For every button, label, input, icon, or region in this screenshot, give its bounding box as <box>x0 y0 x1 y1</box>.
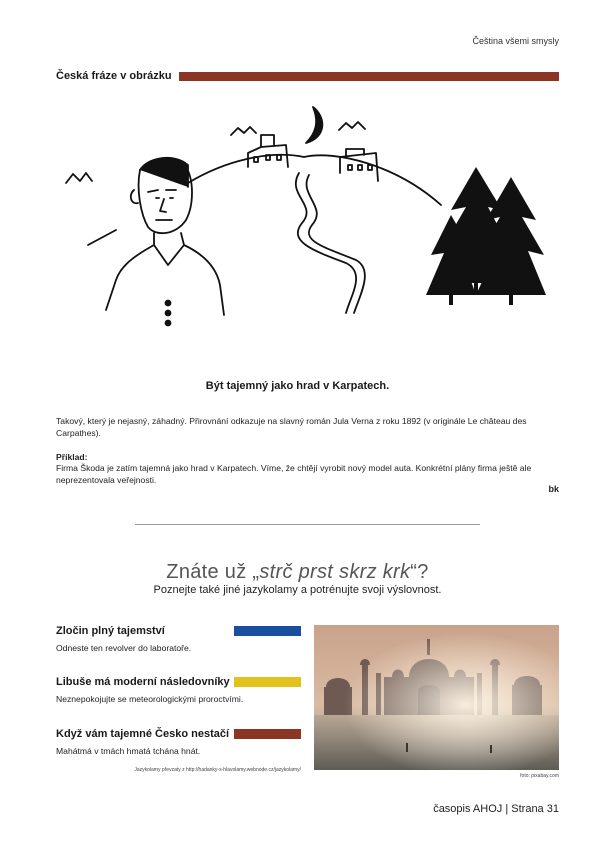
phrase-section-header <box>56 70 559 84</box>
castle-illustration <box>56 95 559 380</box>
phrase-description: Takový, který je nejasný, záhadný. Přirovnání odkazuje na slavný román Jula Verna z roku 1892 (v originále Le château des Carpathes). <box>56 416 527 438</box>
mountain-sketch <box>231 127 256 135</box>
twister-text: Neznepokojujte se meteorologickými proroctvími. <box>56 694 244 704</box>
magazine-name: časopis AHOJ <box>433 803 503 815</box>
twister-bar-yellow <box>234 677 301 687</box>
headline-italic: strč prst skrz krk <box>259 561 411 583</box>
source-note: Jazykolamy převzaty z http://hadanky-s-hlavolamy.webnode.cz/jazykolamy/ <box>134 767 301 773</box>
twister-title: Když vám tajemné Česko nestačí <box>56 728 230 740</box>
man-body <box>106 233 154 310</box>
twister-text: Odneste ten revolver do laboratoře. <box>56 643 192 653</box>
page-footer <box>433 803 559 815</box>
example-label: Příklad: <box>56 452 88 462</box>
page-label: Strana <box>511 803 544 815</box>
mountain-sketch <box>339 122 365 130</box>
castle-tower <box>261 135 274 147</box>
section-divider <box>135 524 480 525</box>
photo-credit: foto: pixabay.com <box>520 773 559 779</box>
twister-title: Zločin plný tajemství <box>56 625 165 637</box>
twister-bar-red <box>234 729 301 739</box>
twister-title: Libuše má moderní následovníky <box>56 676 230 688</box>
mountain-sketch <box>66 173 92 183</box>
moon-sketch <box>306 107 322 143</box>
taj-mahal-photo <box>314 625 559 770</box>
hill-sketch <box>188 155 441 205</box>
author-initials: bk <box>548 484 559 494</box>
twister-headline <box>0 561 595 584</box>
section-name: Čeština všemi smysly <box>472 36 559 46</box>
page-number: 31 <box>546 803 559 815</box>
forest-sketch <box>426 167 546 305</box>
road-sketch <box>296 173 356 313</box>
phrase-caption: Být tajemný jako hrad v Karpatech. <box>205 380 390 392</box>
twister-bar-blue <box>234 626 301 636</box>
section-accent-bar <box>179 72 559 81</box>
twister-subtitle: Poznejte také jiné jazykolamy a potrénujte svoji výslovnost. <box>153 584 442 596</box>
footer-separator: | <box>505 803 509 815</box>
twister-text: Mahátmá v tmách hmatá tchána hnát. <box>56 746 201 756</box>
hill-sketch <box>88 230 116 245</box>
phrase-section-title: Česká fráze v obrázku <box>56 70 172 82</box>
example-text: Firma Škoda je zatím tajemná jako hrad v Karpatech. Víme, že chtějí vyrobit nový model auta. Konkrétní plány firma ještě ale neprezentovala veřejnosti. <box>56 463 532 485</box>
headline-part: “? <box>410 561 429 583</box>
headline-part: Znáte už „ <box>166 561 260 583</box>
